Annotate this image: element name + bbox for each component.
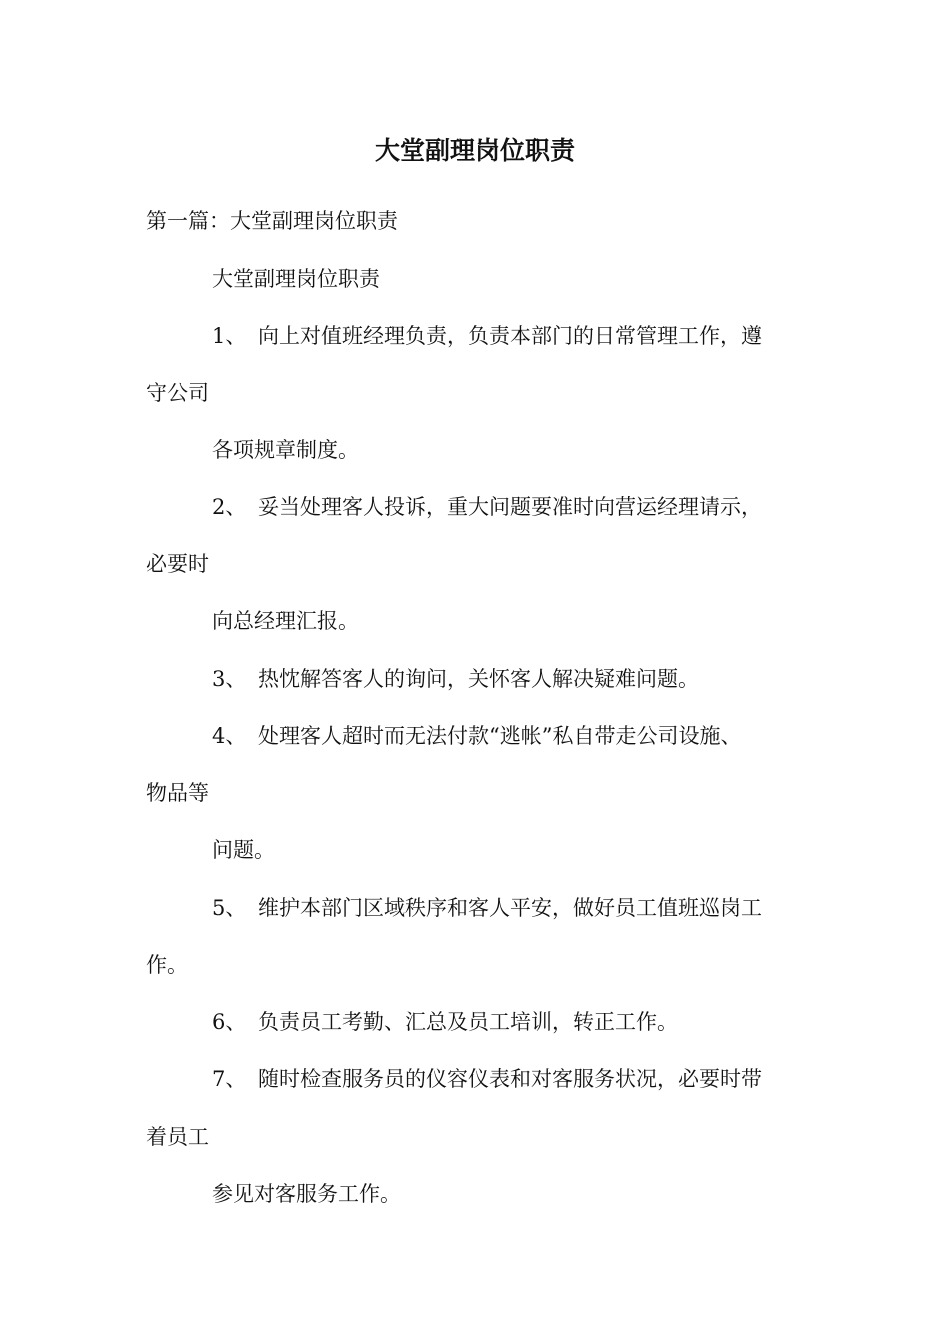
list-item-6 [212,1007,678,1037]
item-number: 6、 [212,1010,247,1034]
list-item-1 [212,321,762,351]
item-number: 3、 [212,667,247,691]
item-4-continuation-2: 问题。 [212,838,275,862]
item-number: 2、 [212,495,247,519]
item-text: 负责员工考勤、汇总及员工培训，转正工作。 [258,1010,678,1034]
item-text: 妥当处理客人投诉，重大问题要准时向营运经理请示， [258,495,762,519]
list-item-3 [212,664,699,694]
list-item-4 [212,721,741,751]
document-title: 大堂副理岗位职责 [374,136,575,165]
item-2-continuation-2: 向总经理汇报。 [212,609,359,633]
item-7-continuation: 着员工 [146,1125,209,1149]
item-text: 向上对值班经理负责，负责本部门的日常管理工作，遵 [258,324,762,348]
item-text: 随时检查服务员的仪容仪表和对客服务状况，必要时带 [258,1067,762,1091]
list-item-2 [212,492,762,522]
item-1-continuation-2: 各项规章制度。 [212,438,359,462]
subheading: 大堂副理岗位职责 [212,267,380,291]
item-5-continuation: 作。 [146,953,188,977]
item-text: 维护本部门区域秩序和客人平安，做好员工值班巡岗工 [258,896,762,920]
item-number: 4、 [212,724,247,748]
item-1-continuation: 守公司 [146,381,209,405]
item-text: 处理客人超时而无法付款“逃帐”私自带走公司设施、 [258,724,742,748]
item-number: 1、 [212,324,247,348]
section-heading: 第一篇：大堂副理岗位职责 [146,209,398,233]
item-text: 热忱解答客人的询问，关怀客人解决疑难问题。 [258,667,699,691]
item-number: 5、 [212,896,247,920]
item-7-continuation-2: 参见对客服务工作。 [212,1182,401,1206]
list-item-7 [212,1064,762,1094]
list-item-5 [212,893,762,923]
item-number: 7、 [212,1067,247,1091]
item-4-continuation: 物品等 [146,781,209,805]
item-2-continuation: 必要时 [146,552,209,576]
